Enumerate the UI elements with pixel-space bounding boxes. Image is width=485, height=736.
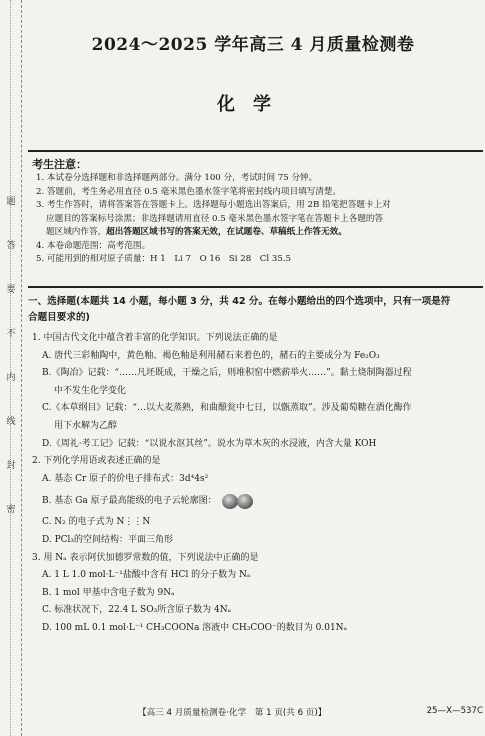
question-2-option-b: B. 基态 Ga 原子最高能级的电子云轮廓图：: [42, 496, 217, 507]
question-3-stem: 3. 用 Nₐ 表示阿伏加德罗常数的值，下列说法中正确的是: [32, 552, 259, 563]
notice-item: 5. 可能用到的相对原子质量：H 1 Li 7 O 16 Si 28 Cl 35.5: [36, 254, 291, 264]
notice-list: [36, 172, 476, 267]
question-1-stem: 1. 中国古代文化中蕴含着丰富的化学知识。下列说法正确的是: [32, 333, 278, 343]
section-line: 合题目要求的): [28, 312, 90, 323]
subject-title: 化学: [217, 94, 289, 115]
footer-page-info: 【高三 4 月质量检测卷·化学 第 1 页(共 6 页)】: [138, 708, 327, 718]
question-list: [32, 330, 482, 638]
notice-item: 题区域内作答，: [46, 227, 107, 237]
section-line: 一、选择题(本题共 14 小题，每小题 3 分，共 42 分。在每小题给出的四个选项中，只有一项是符: [28, 296, 451, 307]
notice-item-line: [36, 226, 476, 240]
notice-emphasis: 超出答题区域书写的答案无效，在试题卷、草稿纸上作答无效。: [106, 227, 347, 237]
section-heading: [28, 294, 483, 326]
question-1-option-b: B.《陶冶》记载：“……凡坯既成，干燥之后，则堆积窑中燃薪举火……”。黏土烧制陶器过程: [42, 368, 412, 379]
question-2-option-c: C. N₂ 的电子式为 N⋮⋮N: [42, 517, 151, 528]
question-3-option-a: A. 1 L 1.0 mol·L⁻¹盐酸中含有 HCl 的分子数为 Nₐ: [42, 570, 251, 581]
question-3-option-c: C. 标准状况下，22.4 L SO₃所含原子数为 4Nₐ: [42, 605, 232, 616]
notice-item: 2. 答题前，考生务必用直径 0.5 毫米黑色墨水签字笔将密封线内项目填写清楚。: [36, 186, 342, 197]
p-orbital-icon: [221, 493, 255, 509]
binding-label: 题 答 要 不 内 线 封 密: [6, 197, 16, 515]
question-3-option-b: B. 1 mol 甲基中含电子数为 9Nₐ: [42, 587, 175, 598]
footer-code: 25—X—537C: [426, 706, 483, 716]
question-3-option-d: D. 100 mL 0.1 mol·L⁻¹ CH₃COONa 溶液中 CH₃COO⁻的数目为 0.01Nₐ: [42, 622, 348, 633]
notice-item: 应题目的答案标号涂黑；非选择题请用直径 0.5 毫米黑色墨水签字笔在答题卡上各题的答: [46, 213, 384, 224]
exam-title: 2024～2025 学年高三 4 月质量检测卷: [91, 35, 415, 55]
question-1-option-a: A. 唐代三彩釉陶中，黄色釉、褐色釉是利用赭石来着色的，赭石的主要成分为 Fe₂O₃: [42, 350, 380, 361]
question-2-option-d: D. PCl₃的空间结构：平面三角形: [42, 534, 174, 545]
question-2-stem: 2. 下列化学用语或表述正确的是: [32, 456, 161, 467]
question-1-option-d: D.《周礼·考工记》记载：“以说水沤其丝”。说水为草木灰的水浸液，内含大量 KOH: [42, 438, 377, 449]
question-1-option-c-cont: 用下水解为乙醇: [54, 420, 118, 431]
binding-strip: [0, 0, 22, 736]
question-1-option-c: C.《本草纲目》记载：“…以大麦蒸熟，和曲酿瓮中七日，以甑蒸取”。涉及葡萄糖在酒化酶作: [42, 403, 412, 414]
notice-item: 3. 考生作答时，请将答案答在答题卡上。选择题每小题选出答案后，用 2B 铅笔把答题卡上对: [36, 200, 391, 210]
notice-item: 4. 本卷命题范围：高考范围。: [36, 240, 151, 251]
question-2-option-a: A. 基态 Cr 原子的价电子排布式：3d⁴4s²: [42, 473, 209, 484]
question-1-option-b-cont: 中不发生化学变化: [54, 385, 127, 396]
question-2-option-b-line: [32, 488, 482, 514]
notice-item: 1. 本试卷分选择题和非选择题两部分。满分 100 分，考试时间 75 分钟。: [36, 173, 318, 183]
notice-title: 考生注意：: [32, 158, 87, 171]
notice-box: [28, 150, 483, 288]
